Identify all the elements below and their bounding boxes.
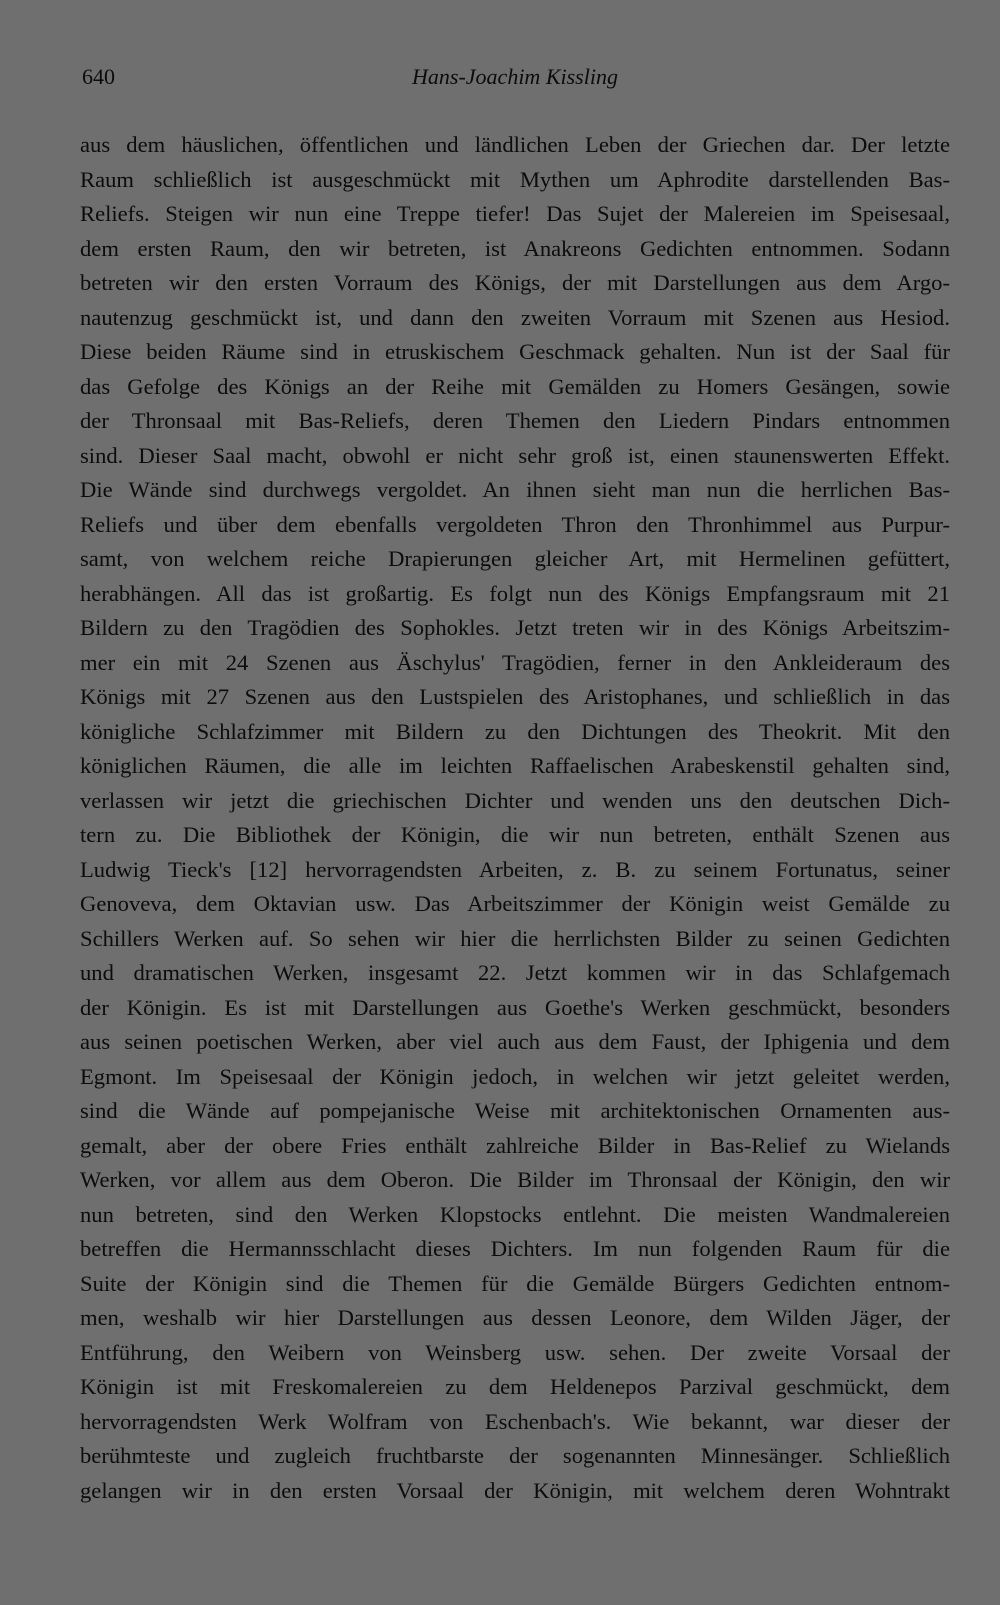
text-line: Suite der Königin sind die Themen für die Gemälde Bürgers Gedichten entnom- [80, 1270, 950, 1296]
text-line: Reliefs. Steigen wir nun eine Treppe tiefer! Das Sujet der Malereien im Speisesaal, [80, 201, 950, 226]
text-line: Egmont. Im Speisesaal der Königin jedoch, in welchen wir jetzt geleitet werden, [80, 1063, 950, 1089]
text-line: berühmteste und zugleich fruchtbarste der sogenannten Minnesänger. Schließlich [80, 1443, 950, 1468]
text-line: hervorragendsten Werk Wolfram von Eschenbach's. Wie bekannt, war dieser der [80, 1408, 950, 1434]
text-line: gemalt, aber der obere Fries enthält zahlreiche Bilder in Bas-Relief zu Wielands [80, 1132, 950, 1158]
text-line: nun betreten, sind den Werken Klopstocks entlehnt. Die meisten Wandmalereien [80, 1201, 950, 1227]
text-line: königliche Schlafzimmer mit Bildern zu den Dichtungen des Theokrit. Mit den [80, 718, 950, 744]
text-line: Schillers Werken auf. So sehen wir hier die herrlichsten Bilder zu seinen Gedichten [80, 925, 950, 951]
text-line: der Königin. Es ist mit Darstellungen aus Goethe's Werken geschmückt, besonders [80, 994, 950, 1020]
page-header [82, 62, 948, 96]
text-line: Ludwig Tieck's [12] hervorragendsten Arbeiten, z. B. zu seinem Fortunatus, seiner [80, 856, 950, 882]
text-line: königlichen Räumen, die alle im leichten Raffaelischen Arabeskenstil gehalten sind, [80, 753, 950, 778]
text-line: betreffen die Hermannsschlacht dieses Dichters. Im nun folgenden Raum für die [80, 1236, 950, 1261]
text-line: Entführung, den Weibern von Weinsberg usw. sehen. Der zweite Vorsaal der [80, 1339, 950, 1365]
text-line: das Gefolge des Königs an der Reihe mit Gemälden zu Homers Gesängen, sowie [80, 373, 950, 399]
text-line: nautenzug geschmückt ist, und dann den zweiten Vorraum mit Szenen aus Hesiod. [80, 304, 950, 330]
text-line: Reliefs und über dem ebenfalls vergoldeten Thron den Thronhimmel aus Purpur- [80, 511, 950, 537]
text-line: Diese beiden Räume sind in etruskischem Geschmack gehalten. Nun ist der Saal für [80, 339, 950, 364]
text-line: verlassen wir jetzt die griechischen Dichter und wenden uns den deutschen Dich- [80, 787, 950, 813]
text-line: Die Wände sind durchwegs vergoldet. An ihnen sieht man nun die herrlichen Bas- [80, 477, 950, 502]
text-line: herabhängen. All das ist großartig. Es folgt nun des Königs Empfangsraum mit 21 [80, 580, 950, 606]
page-number: 640 [82, 64, 115, 89]
text-line: samt, von welchem reiche Drapierungen gleicher Art, mit Hermelinen gefüttert, [80, 546, 950, 571]
text-line: gelangen wir in den ersten Vorsaal der Königin, mit welchem deren Wohntrakt [80, 1477, 950, 1503]
text-line: men, weshalb wir hier Darstellungen aus dessen Leonore, dem Wilden Jäger, der [80, 1305, 950, 1330]
text-line: Bildern zu den Tragödien des Sophokles. Jetzt treten wir in des Königs Arbeitszim- [80, 615, 950, 640]
text-line: sind die Wände auf pompejanische Weise mit architektonischen Ornamenten aus- [80, 1098, 950, 1123]
text-line: tern zu. Die Bibliothek der Königin, die wir nun betreten, enthält Szenen aus [80, 822, 950, 847]
text-line: aus seinen poetischen Werken, aber viel auch aus dem Faust, der Iphigenia und dem [80, 1029, 950, 1054]
text-line: aus dem häuslichen, öffentlichen und ländlichen Leben der Griechen dar. Der letzte [80, 132, 950, 157]
text-line: Werken, vor allem aus dem Oberon. Die Bilder im Thronsaal der Königin, den wir [80, 1167, 950, 1192]
body-text [80, 128, 950, 1508]
text-line: und dramatischen Werken, insgesamt 22. Jetzt kommen wir in das Schlafgemach [80, 960, 950, 985]
text-line: betreten wir den ersten Vorraum des Königs, der mit Darstellungen aus dem Argo- [80, 270, 950, 295]
text-line: Genoveva, dem Oktavian usw. Das Arbeitszimmer der Königin weist Gemälde zu [80, 891, 950, 916]
text-line: dem ersten Raum, den wir betreten, ist Anakreons Gedichten entnommen. Sodann [80, 235, 950, 261]
running-title: Hans-Joachim Kissling [412, 64, 618, 89]
text-line: der Thronsaal mit Bas-Reliefs, deren Themen den Liedern Pindars entnommen [80, 408, 950, 433]
text-line: mer ein mit 24 Szenen aus Äschylus' Tragödien, ferner in den Ankleideraum des [80, 649, 950, 675]
text-line: Königin ist mit Freskomalereien zu dem Heldenepos Parzival geschmückt, dem [80, 1374, 950, 1399]
text-line: Raum schließlich ist ausgeschmückt mit Mythen um Aphrodite darstellenden Bas- [80, 166, 950, 192]
text-line: Königs mit 27 Szenen aus den Lustspielen des Aristophanes, und schließlich in das [80, 684, 950, 709]
text-line: sind. Dieser Saal macht, obwohl er nicht sehr groß ist, einen staunenswerten Effekt. [80, 442, 950, 468]
